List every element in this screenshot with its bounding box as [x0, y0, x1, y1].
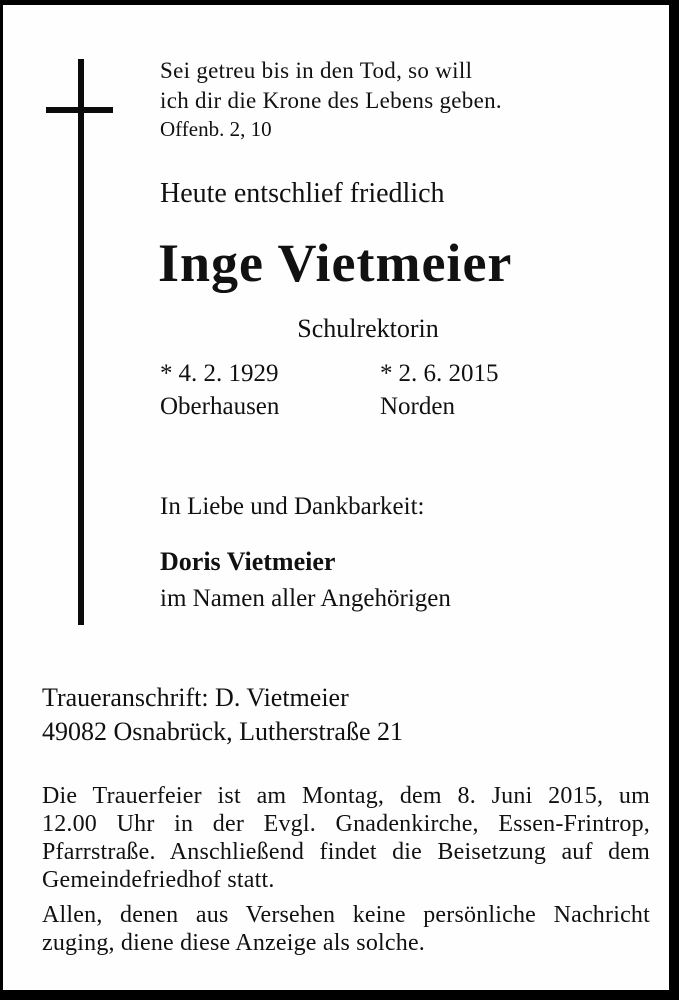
- text-line: Die Trauerfeier ist am Montag, dem 8. Juni 2015, um: [42, 783, 650, 809]
- deceased-title: Schulrektorin: [297, 314, 439, 343]
- mourning-address: [42, 681, 403, 749]
- verse-source: Offenb. 2, 10: [160, 117, 272, 141]
- farewell-heading: In Liebe und Dankbarkeit:: [160, 493, 425, 520]
- death-date-line: [380, 357, 499, 390]
- death-place: Norden: [380, 393, 455, 420]
- mourning-address-line2: 49082 Osnabrück, Lutherstraße 21: [42, 717, 404, 746]
- deceased-name: Inge Vietmeier: [158, 233, 513, 293]
- text-line: Sei getreu bis in den Tod, so will: [160, 58, 473, 83]
- mourning-address-line1: Traueranschrift: D. Vietmeier: [42, 683, 349, 712]
- mourner-subline: im Namen aller Angehörigen: [160, 585, 451, 612]
- birth-info: [160, 357, 279, 423]
- text-line: Allen, denen aus Versehen keine persönliche Nachricht: [42, 902, 650, 928]
- birth-date-line: [160, 357, 279, 390]
- bible-verse: [160, 56, 502, 116]
- intro-text: Heute entschlief friedlich: [160, 178, 445, 209]
- text-line: 12.00 Uhr in der Evgl. Gnadenkirche, Essen-Frintrop,: [42, 811, 650, 837]
- text-line: ich dir die Krone des Lebens geben.: [160, 88, 502, 113]
- cross-horizontal-bar: [46, 107, 113, 113]
- funeral-details: [42, 782, 650, 894]
- mourner-name: Doris Vietmeier: [160, 547, 336, 576]
- death-info: [380, 357, 499, 423]
- text-line: Pfarrstraße. Anschließend findet die Beisetzung auf dem: [42, 839, 650, 865]
- text-line: zuging, diene diese Anzeige als solche.: [42, 930, 426, 956]
- closing-note: [42, 901, 650, 957]
- birth-symbol: *: [160, 360, 173, 387]
- death-symbol: *: [380, 360, 393, 387]
- birth-place: Oberhausen: [160, 393, 280, 420]
- notice-paper: [3, 5, 669, 990]
- text-line: Gemeindefriedhof statt.: [42, 867, 275, 893]
- death-date: 2. 6. 2015: [398, 360, 499, 387]
- cross-vertical-bar: [78, 59, 84, 625]
- birth-date: 4. 2. 1929: [178, 360, 279, 387]
